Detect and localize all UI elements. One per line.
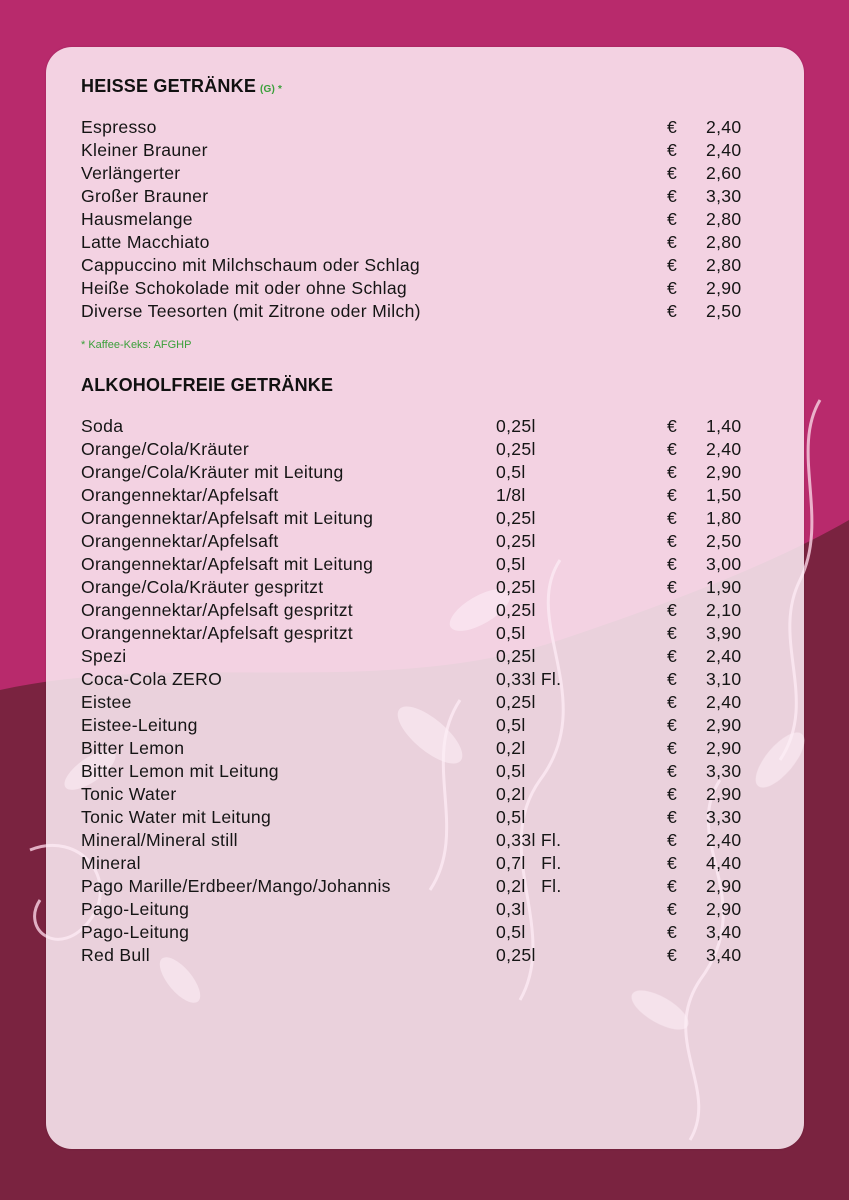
currency-symbol: €	[667, 485, 678, 505]
item-price: 2,90	[706, 899, 742, 919]
item-size: 1/8l	[496, 485, 526, 505]
item-name: Pago-Leitung	[81, 922, 190, 942]
item-price: 3,00	[706, 554, 742, 574]
currency-symbol: €	[667, 876, 678, 896]
item-size: 0,25l	[496, 646, 536, 666]
item-name: Pago Marille/Erdbeer/Mango/Johannis	[81, 876, 391, 896]
footnote: * Kaffee-Keks: AFGHP	[81, 339, 192, 351]
item-size: 0,25l	[496, 416, 536, 436]
menu-item	[81, 806, 781, 829]
item-size: 0,5l	[496, 715, 526, 735]
currency-symbol: €	[667, 646, 678, 666]
menu-item	[81, 760, 781, 783]
currency-symbol: €	[667, 462, 678, 482]
menu-item	[81, 852, 781, 875]
item-name: Orange/Cola/Kräuter	[81, 439, 250, 459]
menu-item	[81, 116, 781, 139]
section-title-text: HEISSE GETRÄNKE	[81, 76, 257, 96]
item-price: 1,80	[706, 508, 742, 528]
item-name: Orangennektar/Apfelsaft	[81, 485, 279, 505]
item-name: Eistee-Leitung	[81, 715, 198, 735]
item-price: 2,50	[706, 301, 742, 321]
menu-item	[81, 231, 781, 254]
item-size: 0,33l Fl.	[496, 830, 562, 850]
item-price: 3,30	[706, 761, 742, 781]
currency-symbol: €	[667, 945, 678, 965]
item-name: Tonic Water	[81, 784, 177, 804]
currency-symbol: €	[667, 853, 678, 873]
item-name: Pago-Leitung	[81, 899, 190, 919]
currency-symbol: €	[667, 784, 678, 804]
item-size: 0,25l	[496, 945, 536, 965]
item-price: 1,90	[706, 577, 742, 597]
item-size: 0,7l Fl.	[496, 853, 562, 873]
item-price: 2,90	[706, 784, 742, 804]
item-size: 0,2l	[496, 784, 526, 804]
item-price: 3,40	[706, 922, 742, 942]
menu-item	[81, 208, 781, 231]
item-price: 1,50	[706, 485, 742, 505]
menu-item	[81, 599, 781, 622]
menu-item	[81, 898, 781, 921]
item-name: Tonic Water mit Leitung	[81, 807, 272, 827]
menu-item	[81, 162, 781, 185]
item-name: Orangennektar/Apfelsaft gespritzt	[81, 623, 353, 643]
menu-item	[81, 737, 781, 760]
item-name: Kleiner Brauner	[81, 140, 208, 160]
menu-item	[81, 139, 781, 162]
currency-symbol: €	[667, 117, 678, 137]
menu-item	[81, 875, 781, 898]
item-price: 3,40	[706, 945, 742, 965]
item-price: 2,80	[706, 209, 742, 229]
menu-content	[81, 72, 781, 967]
allergen-tag: (G) *	[260, 84, 283, 95]
currency-symbol: €	[667, 577, 678, 597]
menu-item	[81, 254, 781, 277]
item-price: 2,40	[706, 692, 742, 712]
currency-symbol: €	[667, 140, 678, 160]
item-name: Mineral	[81, 853, 141, 873]
menu-item	[81, 277, 781, 300]
menu-item	[81, 530, 781, 553]
item-size: 0,25l	[496, 577, 536, 597]
currency-symbol: €	[667, 508, 678, 528]
item-price: 2,90	[706, 738, 742, 758]
currency-symbol: €	[667, 278, 678, 298]
currency-symbol: €	[667, 899, 678, 919]
item-price: 2,60	[706, 163, 742, 183]
menu-item	[81, 668, 781, 691]
currency-symbol: €	[667, 623, 678, 643]
currency-symbol: €	[667, 301, 678, 321]
menu-item	[81, 829, 781, 852]
item-price: 4,40	[706, 853, 742, 873]
item-size: 0,2l	[496, 738, 526, 758]
item-price: 2,40	[706, 646, 742, 666]
currency-symbol: €	[667, 232, 678, 252]
item-size: 0,25l	[496, 439, 536, 459]
currency-symbol: €	[667, 531, 678, 551]
section-title-hot-drinks	[81, 72, 781, 100]
item-name: Orangennektar/Apfelsaft mit Leitung	[81, 508, 374, 528]
menu-item	[81, 461, 781, 484]
item-size: 0,5l	[496, 462, 526, 482]
item-name: Orange/Cola/Kräuter gespritzt	[81, 577, 324, 597]
item-price: 2,40	[706, 117, 742, 137]
item-name: Spezi	[81, 646, 127, 666]
item-size: 0,25l	[496, 600, 536, 620]
item-name: Verlängerter	[81, 163, 181, 183]
currency-symbol: €	[667, 692, 678, 712]
item-name: Heiße Schokolade mit oder ohne Schlag	[81, 278, 408, 298]
item-name: Latte Macchiato	[81, 232, 210, 252]
menu-item	[81, 507, 781, 530]
item-name: Red Bull	[81, 945, 150, 965]
menu-item	[81, 622, 781, 645]
item-name: Großer Brauner	[81, 186, 209, 206]
item-price: 2,50	[706, 531, 742, 551]
item-name: Bitter Lemon mit Leitung	[81, 761, 279, 781]
item-size: 0,25l	[496, 508, 536, 528]
item-price: 2,10	[706, 600, 742, 620]
item-price: 2,80	[706, 232, 742, 252]
currency-symbol: €	[667, 439, 678, 459]
item-price: 2,80	[706, 255, 742, 275]
currency-symbol: €	[667, 416, 678, 436]
item-size: 0,5l	[496, 761, 526, 781]
currency-symbol: €	[667, 600, 678, 620]
item-price: 2,40	[706, 439, 742, 459]
menu-item	[81, 783, 781, 806]
item-size: 0,5l	[496, 623, 526, 643]
section-title-soft-drinks	[81, 371, 781, 399]
menu-item	[81, 944, 781, 967]
item-price: 2,90	[706, 876, 742, 896]
item-name: Orangennektar/Apfelsaft	[81, 531, 279, 551]
item-name: Orange/Cola/Kräuter mit Leitung	[81, 462, 344, 482]
item-price: 2,90	[706, 715, 742, 735]
menu-item	[81, 576, 781, 599]
item-name: Bitter Lemon	[81, 738, 185, 758]
section-title-text: ALKOHOLFREIE GETRÄNKE	[81, 375, 334, 395]
soft-drinks-list	[81, 415, 781, 967]
item-size: 0,25l	[496, 531, 536, 551]
currency-symbol: €	[667, 761, 678, 781]
item-price: 1,40	[706, 416, 742, 436]
item-name: Cappuccino mit Milchschaum oder Schlag	[81, 255, 420, 275]
item-price: 3,30	[706, 807, 742, 827]
item-size: 0,3l	[496, 899, 526, 919]
item-name: Orangennektar/Apfelsaft mit Leitung	[81, 554, 374, 574]
currency-symbol: €	[667, 163, 678, 183]
currency-symbol: €	[667, 209, 678, 229]
menu-item	[81, 921, 781, 944]
item-price: 2,40	[706, 140, 742, 160]
hot-drinks-list	[81, 116, 781, 323]
item-price: 2,40	[706, 830, 742, 850]
menu-item	[81, 484, 781, 507]
currency-symbol: €	[667, 715, 678, 735]
item-size: 0,33l Fl.	[496, 669, 562, 689]
menu-item	[81, 415, 781, 438]
menu-item	[81, 300, 781, 323]
currency-symbol: €	[667, 830, 678, 850]
item-name: Eistee	[81, 692, 132, 712]
currency-symbol: €	[667, 255, 678, 275]
item-name: Soda	[81, 416, 124, 436]
menu-item	[81, 691, 781, 714]
item-price: 3,30	[706, 186, 742, 206]
item-name: Coca-Cola ZERO	[81, 669, 223, 689]
menu-item	[81, 714, 781, 737]
menu-item	[81, 553, 781, 576]
item-name: Mineral/Mineral still	[81, 830, 238, 850]
item-price: 3,10	[706, 669, 742, 689]
item-price: 2,90	[706, 462, 742, 482]
currency-symbol: €	[667, 669, 678, 689]
menu-item	[81, 185, 781, 208]
item-price: 2,90	[706, 278, 742, 298]
item-name: Diverse Teesorten (mit Zitrone oder Milch)	[81, 301, 421, 321]
item-name: Hausmelange	[81, 209, 193, 229]
menu-item	[81, 438, 781, 461]
currency-symbol: €	[667, 738, 678, 758]
item-name: Orangennektar/Apfelsaft gespritzt	[81, 600, 353, 620]
item-size: 0,25l	[496, 692, 536, 712]
currency-symbol: €	[667, 807, 678, 827]
menu-item	[81, 645, 781, 668]
item-size: 0,5l	[496, 554, 526, 574]
item-size: 0,2l Fl.	[496, 876, 562, 896]
item-name: Espresso	[81, 117, 157, 137]
item-size: 0,5l	[496, 807, 526, 827]
item-size: 0,5l	[496, 922, 526, 942]
currency-symbol: €	[667, 922, 678, 942]
currency-symbol: €	[667, 186, 678, 206]
item-price: 3,90	[706, 623, 742, 643]
currency-symbol: €	[667, 554, 678, 574]
